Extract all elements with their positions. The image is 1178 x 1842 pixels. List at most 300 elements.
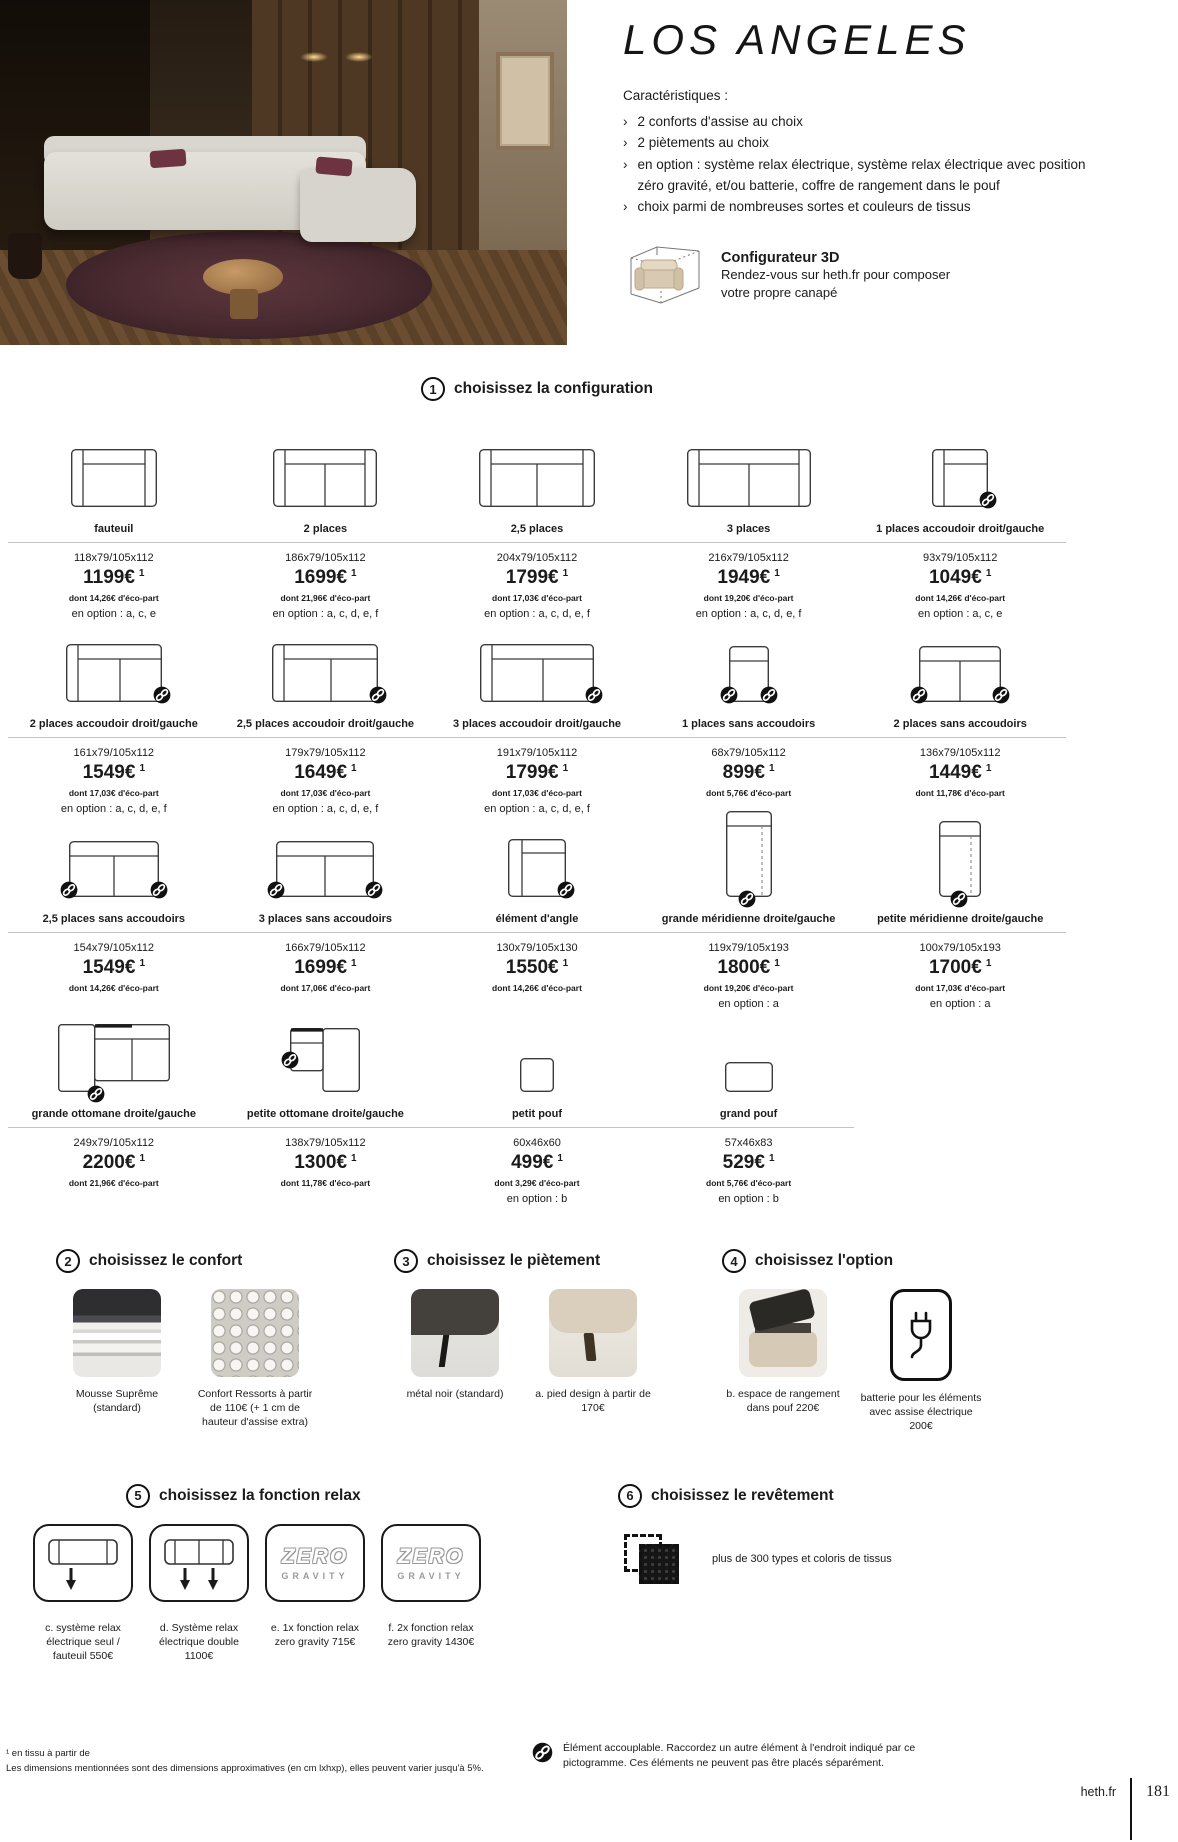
eco-part-note: dont 21,96€ d'éco-part: [280, 593, 371, 603]
catalog-option-item: [532, 1289, 654, 1415]
configuration-price: [83, 1152, 145, 1174]
characteristic-text: 2 conforts d'assise au choix: [637, 114, 803, 129]
linkable-element-icon: [150, 881, 168, 899]
item-caption: c. système relax électrique seul / fauteuil 550€: [45, 1621, 121, 1662]
options-available: en option : a, c, d, e, f: [484, 608, 590, 620]
step-number-badge: 6: [618, 1484, 642, 1508]
price-value: 1549€: [82, 957, 136, 978]
configuration-price: [723, 1152, 775, 1174]
accouplable-note-text: Élément accouplable. Raccordez un autre élément à l'endroit indiqué par ce pictogramme. Ces éléments ne peuvent pas être placés séparément.: [563, 1742, 916, 1770]
configuration-cell: [854, 815, 1066, 1010]
item-caption: d. Système relax électrique double 1100€: [159, 1621, 239, 1662]
configurator-3d-icon: [623, 242, 705, 311]
configuration-price: [717, 957, 779, 979]
fabric-swatch-icon: [624, 1534, 682, 1586]
configuration-price: [929, 957, 991, 979]
linkable-element-icon: [369, 686, 387, 704]
photo-cushion: [149, 149, 186, 168]
sofa-top-view-drawing: [729, 646, 769, 702]
configuration-price: [929, 762, 991, 784]
characteristic-text: en option : système relax électrique, système relax électrique avec position zéro gravité, et/ou batterie, coffre de rangement dans le pouf: [637, 156, 1086, 193]
configuration-dimensions: 93x79/105x112: [922, 552, 998, 564]
linkable-element-icon: [153, 686, 171, 704]
photo-coffee-table-base: [230, 289, 258, 319]
confort-items: [56, 1289, 394, 1430]
eco-part-note: dont 17,03€ d'éco-part: [280, 788, 371, 798]
price-value: 1550€: [505, 957, 559, 978]
step-5-relax-section: [0, 1484, 500, 1664]
linkable-element-icon: [992, 686, 1010, 704]
step-1-header: [8, 377, 1066, 401]
eco-part-note: dont 3,29€ d'éco-part: [494, 1178, 580, 1188]
options-available: en option : b: [506, 1193, 568, 1205]
configurator-text-block: [721, 250, 961, 302]
configurator-3d-block: [623, 242, 1103, 311]
configuration-dimensions: 191x79/105x112: [496, 747, 578, 759]
price-footnote-marker: 1: [139, 762, 145, 774]
eco-part-note: dont 14,26€ d'éco-part: [915, 593, 1006, 603]
sofa-top-view-drawing: [276, 841, 374, 897]
options-available: en option : a: [718, 998, 779, 1010]
configuration-diagram: [8, 425, 220, 517]
price-footnote-marker: 1: [768, 1152, 775, 1164]
catalog-option-item: [194, 1289, 316, 1430]
linkable-element-icon: [760, 686, 778, 704]
eco-part-note: dont 5,76€ d'éco-part: [706, 1178, 792, 1188]
storage-pouf-photo: [739, 1289, 827, 1377]
characteristics-list: [623, 111, 1103, 218]
configuration-dimensions: 119x79/105x193: [708, 942, 789, 954]
footer-divider: [1130, 1778, 1132, 1840]
configuration-cell: [8, 1010, 220, 1205]
step-5-header: [126, 1484, 500, 1508]
configuration-price: [83, 957, 145, 979]
sofa-top-view-drawing: [939, 821, 981, 897]
configuration-diagram: [220, 425, 432, 517]
catalog-option-item: [30, 1524, 136, 1664]
configuration-diagram: [8, 620, 220, 712]
linkable-element-icon: [979, 491, 997, 509]
eco-part-note: dont 19,20€ d'éco-part: [703, 593, 794, 603]
configuration-cell: [8, 815, 220, 1010]
configuration-diagram: [643, 1010, 855, 1102]
linkable-element-icon: [365, 881, 383, 899]
price-footnote-marker: 1: [351, 957, 357, 969]
sofa-top-view-drawing: [932, 449, 988, 507]
price-footnote-marker: 1: [138, 567, 145, 579]
fabric-footnote: ¹ en tissu à partir de: [6, 1748, 90, 1759]
price-footnote-marker: 1: [774, 567, 780, 579]
configuration-diagram: [220, 815, 432, 907]
configuration-cell: [220, 815, 432, 1010]
configuration-cell: [431, 620, 643, 815]
configuration-diagram: [854, 620, 1066, 712]
eco-part-note: dont 17,06€ d'éco-part: [280, 983, 371, 993]
dimensions-footnote: Les dimensions mentionnées sont des dimensions approximatives (en cm lxhxp), elles peuvent varier jusqu'à 5%.: [6, 1762, 484, 1774]
page-info: [1081, 1778, 1170, 1840]
configuration-cell: [854, 620, 1066, 815]
linkable-element-icon: [950, 890, 968, 908]
photo-cushion: [315, 156, 352, 176]
configuration-price: [511, 1152, 563, 1174]
configuration-name: 3 places: [643, 517, 855, 543]
step-label: choisissez la fonction relax: [159, 1486, 361, 1504]
characteristic-item: [623, 111, 1103, 132]
configuration-dimensions: 68x79/105x112: [711, 747, 786, 759]
sofa-top-view-drawing: [272, 644, 378, 702]
zero-gravity-word: ZERO: [397, 1544, 465, 1568]
linkable-element-icon: [720, 686, 738, 704]
foam-mattress-photo: [73, 1289, 161, 1377]
step-number-badge: 5: [126, 1484, 150, 1508]
catalog-option-item: [722, 1289, 844, 1415]
configuration-diagram: [8, 1010, 220, 1102]
item-caption: métal noir (standard): [406, 1388, 504, 1400]
configuration-name: 2 places accoudoir droit/gauche: [8, 712, 220, 738]
configuration-dimensions: 118x79/105x112: [73, 552, 154, 564]
configuration-name: petite méridienne droite/gauche: [854, 907, 1066, 933]
footnotes: [6, 1747, 526, 1776]
step-label: choisissez le piètement: [427, 1252, 601, 1269]
configuration-price: [294, 1152, 356, 1174]
black-metal-leg-photo: [411, 1289, 499, 1377]
characteristics-label: Caractéristiques :: [623, 88, 729, 103]
configuration-row: [8, 620, 1066, 815]
configuration-price: [294, 762, 356, 784]
configuration-cell: [854, 425, 1066, 620]
eco-part-note: dont 5,76€ d'éco-part: [706, 788, 792, 798]
pocket-springs-photo: [211, 1289, 299, 1377]
linkable-element-icon: [557, 881, 575, 899]
sofa-top-view-drawing: [69, 841, 159, 897]
configuration-diagram: [643, 620, 855, 712]
step-label: choisissez l'option: [755, 1252, 894, 1269]
price-footnote-marker: 1: [985, 957, 992, 969]
relax-single-arrow-diagram: [33, 1524, 133, 1602]
configuration-name: grande méridienne droite/gauche: [643, 907, 855, 933]
characteristic-text: 2 piètements au choix: [637, 135, 769, 151]
configuration-name: élément d'angle: [431, 907, 643, 933]
price-footnote-marker: 1: [768, 762, 775, 774]
configuration-cell: [8, 620, 220, 815]
bullet-marker: ›: [623, 135, 628, 151]
characteristic-item: [623, 154, 1103, 197]
item-caption: a. pied design à partir de 170€: [535, 1388, 651, 1415]
item-caption: Confort Ressorts à partir de 110€ (+ 1 cm de hauteur d'assise extra): [197, 1388, 313, 1429]
website-label: heth.fr: [1080, 1785, 1116, 1799]
step-label: choisissez la configuration: [454, 380, 653, 397]
configuration-price: [929, 567, 991, 589]
configuration-cell: [431, 815, 643, 1010]
characteristic-item: [623, 196, 1103, 217]
sofa-top-view-drawing: [479, 449, 595, 507]
sofa-top-view-drawing: [290, 1028, 360, 1092]
configuration-price: [506, 567, 568, 589]
price-value: 1799€: [505, 762, 559, 783]
configuration-dimensions: 60x46x60: [513, 1137, 561, 1149]
step-label: choisissez le confort: [89, 1252, 243, 1269]
catalog-option-item: [262, 1524, 368, 1664]
steps-5-6-row: [0, 1484, 1178, 1664]
page-number: 181: [1146, 1783, 1170, 1800]
price-footnote-marker: 1: [351, 1152, 357, 1164]
price-value: 1649€: [294, 762, 348, 783]
zero-gravity-word: GRAVITY: [281, 1570, 349, 1581]
catalog-option-item: [378, 1524, 484, 1664]
price-footnote-marker: 1: [985, 762, 992, 774]
step-4-header: [722, 1249, 1178, 1273]
step-3-header: [394, 1249, 722, 1273]
linkable-element-icon: [281, 1051, 299, 1069]
configuration-diagram: [643, 815, 855, 907]
options-available: en option : b: [718, 1193, 779, 1205]
eco-part-note: dont 14,26€ d'éco-part: [68, 983, 159, 993]
configuration-name: petite ottomane droite/gauche: [220, 1102, 432, 1128]
linkable-element-icon: [267, 881, 285, 899]
price-footnote-marker: 1: [562, 957, 569, 969]
configuration-cell: [643, 815, 855, 1010]
configuration-diagram: [431, 1010, 643, 1102]
configuration-name: 2,5 places sans accoudoirs: [8, 907, 220, 933]
configuration-name: 2,5 places: [431, 517, 643, 543]
configuration-name: petit pouf: [431, 1102, 643, 1128]
price-footnote-marker: 1: [351, 567, 357, 579]
step-6-revetement-section: [500, 1484, 892, 1664]
eco-part-note: dont 17,03€ d'éco-part: [492, 788, 582, 798]
configuration-dimensions: 100x79/105x193: [919, 942, 1001, 954]
step-2-confort-section: [56, 1249, 394, 1434]
configuration-dimensions: 161x79/105x112: [73, 747, 155, 759]
catalog-option-item: [394, 1289, 516, 1401]
zero-gravity-logo: [265, 1524, 365, 1602]
configuration-dimensions: 249x79/105x112: [73, 1137, 155, 1149]
linkable-element-icon: [532, 1742, 553, 1771]
configuration-cell: [220, 425, 432, 620]
hero-section: [0, 0, 1178, 345]
configuration-diagram: [220, 620, 432, 712]
price-footnote-marker: 1: [774, 957, 780, 969]
price-value: 1049€: [928, 567, 982, 588]
photo-shelf-light: [300, 52, 328, 62]
linkable-element-icon: [738, 890, 756, 908]
relax-items: [30, 1524, 500, 1664]
eco-part-note: dont 19,20€ d'éco-part: [703, 983, 794, 993]
price-value: 2200€: [82, 1152, 136, 1173]
eco-part-note: dont 11,78€ d'éco-part: [280, 1178, 371, 1188]
price-value: 499€: [511, 1152, 554, 1173]
configuration-name: 2 places sans accoudoirs: [854, 712, 1066, 738]
step-1-configuration-section: [8, 377, 1066, 1205]
price-value: 1700€: [928, 957, 982, 978]
configuration-dimensions: 179x79/105x112: [285, 747, 366, 759]
configuration-name: 1 places accoudoir droit/gauche: [854, 517, 1066, 543]
price-value: 529€: [722, 1152, 765, 1173]
configuration-cell: [643, 1010, 855, 1205]
configuration-name: 2 places: [220, 517, 432, 543]
configurator-title: Configurateur 3D: [721, 249, 840, 266]
options-available: en option : a, c, e: [71, 608, 156, 620]
configuration-diagram: [854, 815, 1066, 907]
options-available: en option : a, c, d, e, f: [272, 803, 379, 815]
page-title: LOS ANGELES: [623, 16, 971, 63]
options-available: en option : a, c, e: [918, 608, 1003, 620]
configuration-name: grand pouf: [643, 1102, 855, 1128]
configuration-dimensions: 204x79/105x112: [496, 552, 578, 564]
bullet-marker: ›: [623, 199, 628, 215]
configuration-cell: [431, 425, 643, 620]
sofa-top-view-drawing: [66, 644, 162, 702]
sofa-top-view-drawing: [58, 1024, 170, 1092]
configuration-price: [83, 567, 144, 589]
battery-plug-icon: [890, 1289, 952, 1381]
configuration-name: 3 places sans accoudoirs: [220, 907, 432, 933]
price-value: 1699€: [294, 957, 348, 978]
price-footnote-marker: 1: [985, 567, 992, 579]
configuration-dimensions: 216x79/105x112: [708, 552, 789, 564]
configuration-name: 2,5 places accoudoir droit/gauche: [220, 712, 432, 738]
photo-shelf-light: [345, 52, 373, 62]
hero-photo: [0, 0, 567, 345]
price-footnote-marker: 1: [139, 957, 145, 969]
photo-side-table: [8, 233, 42, 279]
steps-2-3-4-row: [0, 1249, 1178, 1434]
photo-sofa-chaise: [300, 168, 416, 242]
configuration-dimensions: 130x79/105x130: [496, 942, 578, 954]
sofa-top-view-drawing: [273, 449, 377, 507]
step-6-header: [618, 1484, 892, 1508]
configuration-cell: [220, 1010, 432, 1205]
zero-gravity-word: GRAVITY: [397, 1570, 465, 1581]
configuration-diagram: [643, 425, 855, 517]
sofa-top-view-drawing: [520, 1058, 554, 1092]
price-value: 1800€: [717, 957, 771, 978]
configuration-name: fauteuil: [8, 517, 220, 543]
item-caption: Mousse Suprême (standard): [75, 1388, 159, 1415]
eco-part-note: dont 17,03€ d'éco-part: [492, 593, 582, 603]
configuration-diagram: [220, 1010, 432, 1102]
characteristic-text: choix parmi de nombreuses sortes et couleurs de tissus: [637, 199, 971, 215]
catalog-option-item: [860, 1289, 982, 1434]
price-footnote-marker: 1: [139, 1152, 145, 1164]
options-available: en option : a, c, d, e, f: [695, 608, 802, 620]
pietement-items: [394, 1289, 722, 1415]
options-available: en option : a, c, d, e, f: [484, 803, 590, 815]
sofa-top-view-drawing: [687, 449, 811, 507]
configuration-price: [506, 762, 568, 784]
eco-part-note: dont 14,26€ d'éco-part: [68, 593, 159, 603]
sofa-top-view-drawing: [71, 449, 157, 507]
sofa-top-view-drawing: [919, 646, 1001, 702]
option-items: [722, 1289, 1178, 1434]
configuration-price: [723, 762, 775, 784]
configuration-dimensions: 136x79/105x112: [919, 747, 1001, 759]
item-caption: f. 2x fonction relax zero gravity 1430€: [387, 1621, 475, 1648]
step-number-badge: 1: [421, 377, 445, 401]
step-4-option-section: [722, 1249, 1178, 1434]
design-leg-photo: [549, 1289, 637, 1377]
configuration-dimensions: 57x46x83: [724, 1137, 773, 1149]
options-available: en option : a: [929, 998, 991, 1010]
price-footnote-marker: 1: [351, 762, 357, 774]
configuration-diagram: [431, 620, 643, 712]
configuration-diagram: [431, 425, 643, 517]
eco-part-note: dont 11,78€ d'éco-part: [915, 788, 1005, 798]
configuration-dimensions: 154x79/105x112: [73, 942, 155, 954]
step-2-header: [56, 1249, 394, 1273]
configuration-dimensions: 186x79/105x112: [285, 552, 366, 564]
configuration-cell: [643, 620, 855, 815]
revetement-caption: plus de 300 types et coloris de tissus: [712, 1553, 892, 1566]
bullet-marker: ›: [623, 114, 628, 129]
configurator-description: Rendez-vous sur heth.fr pour composer votre propre canapé: [721, 266, 951, 301]
item-caption: e. 1x fonction relax zero gravity 715€: [270, 1621, 360, 1648]
catalog-option-item: [56, 1289, 178, 1415]
configuration-name: 3 places accoudoir droit/gauche: [431, 712, 643, 738]
price-value: 1449€: [928, 762, 982, 783]
price-footnote-marker: 1: [557, 1152, 563, 1164]
configuration-cell: [643, 425, 855, 620]
price-footnote-marker: 1: [562, 567, 569, 579]
price-value: 1799€: [505, 567, 559, 588]
price-value: 899€: [722, 762, 765, 783]
configuration-row: [8, 425, 1066, 620]
configuration-dimensions: 166x79/105x112: [285, 942, 366, 954]
price-value: 1699€: [294, 567, 348, 588]
price-value: 1300€: [294, 1152, 348, 1173]
sofa-top-view-drawing: [508, 839, 566, 897]
photo-framed-art: [496, 52, 554, 150]
configuration-diagram: [8, 815, 220, 907]
item-caption: b. espace de rangement dans pouf 220€: [726, 1388, 840, 1415]
eco-part-note: dont 17,03€ d'éco-part: [68, 788, 159, 798]
catalog-option-item: [146, 1524, 252, 1664]
linkable-element-icon: [585, 686, 603, 704]
configuration-price: [506, 957, 568, 979]
configuration-dimensions: 138x79/105x112: [285, 1137, 366, 1149]
step-label: choisissez le revêtement: [651, 1486, 834, 1504]
zero-gravity-logo: [381, 1524, 481, 1602]
linkable-element-icon: [87, 1085, 105, 1103]
options-available: en option : a, c, d, e, f: [272, 608, 379, 620]
hero-text-column: [567, 0, 1103, 345]
price-value: 1199€: [83, 567, 135, 588]
eco-part-note: dont 14,26€ d'éco-part: [492, 983, 582, 993]
configuration-price: [294, 957, 356, 979]
configuration-cell: [220, 620, 432, 815]
configuration-row: [8, 815, 1066, 1010]
step-number-badge: 2: [56, 1249, 80, 1273]
sofa-top-view-drawing: [480, 644, 594, 702]
configuration-name: grande ottomane droite/gauche: [8, 1102, 220, 1128]
linkable-element-icon: [910, 686, 928, 704]
step-number-badge: 3: [394, 1249, 418, 1273]
revetement-content: [624, 1534, 892, 1586]
eco-part-note: dont 21,96€ d'éco-part: [68, 1178, 159, 1188]
item-caption: batterie pour les éléments avec assise électrique 200€: [860, 1392, 982, 1433]
linkable-element-icon: [60, 881, 78, 899]
characteristic-item: [623, 132, 1103, 153]
configuration-diagram: [431, 815, 643, 907]
price-value: 1549€: [82, 762, 136, 783]
zero-gravity-word: ZERO: [281, 1544, 349, 1568]
configuration-diagram: [854, 425, 1066, 517]
eco-part-note: dont 17,03€ d'éco-part: [915, 983, 1006, 993]
configuration-grid: [8, 425, 1066, 1205]
configuration-row: [8, 1010, 1066, 1205]
options-available: en option : a, c, d, e, f: [60, 803, 167, 815]
price-footnote-marker: 1: [562, 762, 569, 774]
step-3-pietement-section: [394, 1249, 722, 1434]
